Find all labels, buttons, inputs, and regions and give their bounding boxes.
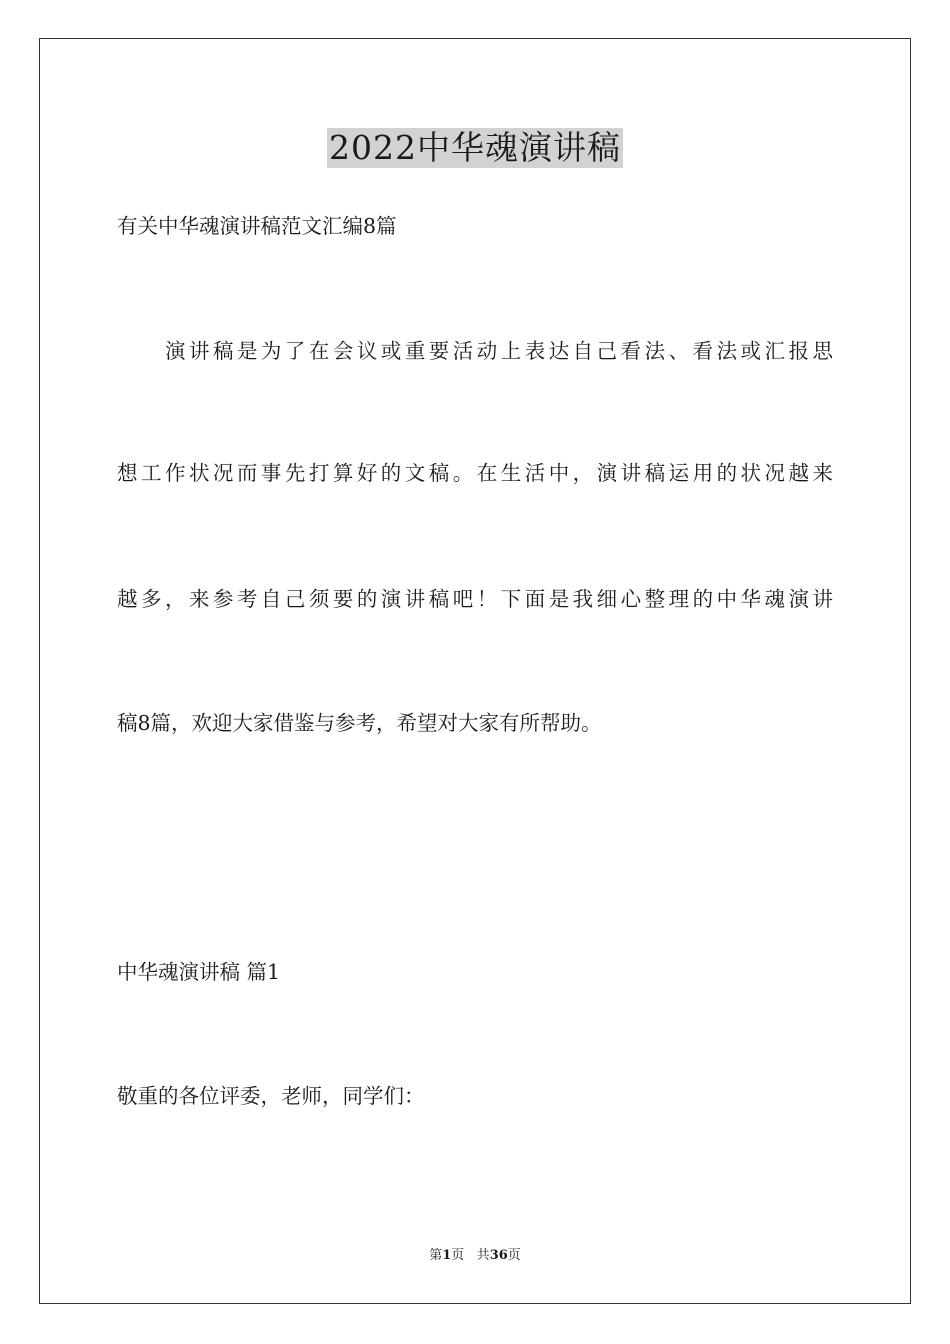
greeting-line: 敬重的各位评委，老师，同学们： [117, 1084, 425, 1108]
footer-total-pages: 36 [489, 1248, 508, 1263]
document-subtitle: 有关中华魂演讲稿范文汇编8篇 [117, 214, 397, 238]
document-title [0, 128, 950, 168]
section-heading: 中华魂演讲稿 篇1 [117, 960, 281, 984]
footer-total-suffix: 页 [507, 1248, 521, 1263]
intro-paragraph-line-2: 想工作状况而事先打算好的文稿。在生活中，演讲稿运用的状况越来 [117, 461, 833, 485]
page-footer [0, 1247, 950, 1265]
intro-paragraph-line-1: 演讲稿是为了在会议或重要活动上表达自己看法、看法或汇报思 [165, 339, 833, 363]
footer-page-suffix: 页 [451, 1248, 465, 1263]
intro-paragraph-line-3: 越多，来参考自己须要的演讲稿吧！下面是我细心整理的中华魂演讲 [117, 587, 833, 611]
document-title-text: 2022中华魂演讲稿 [329, 128, 621, 167]
footer-page-prefix: 第 [429, 1248, 443, 1263]
footer-page-number: 1 [442, 1248, 452, 1263]
intro-paragraph-line-4: 稿8篇，欢迎大家借鉴与参考，希望对大家有所帮助。 [117, 711, 602, 735]
footer-total-prefix: 共 [476, 1248, 490, 1263]
